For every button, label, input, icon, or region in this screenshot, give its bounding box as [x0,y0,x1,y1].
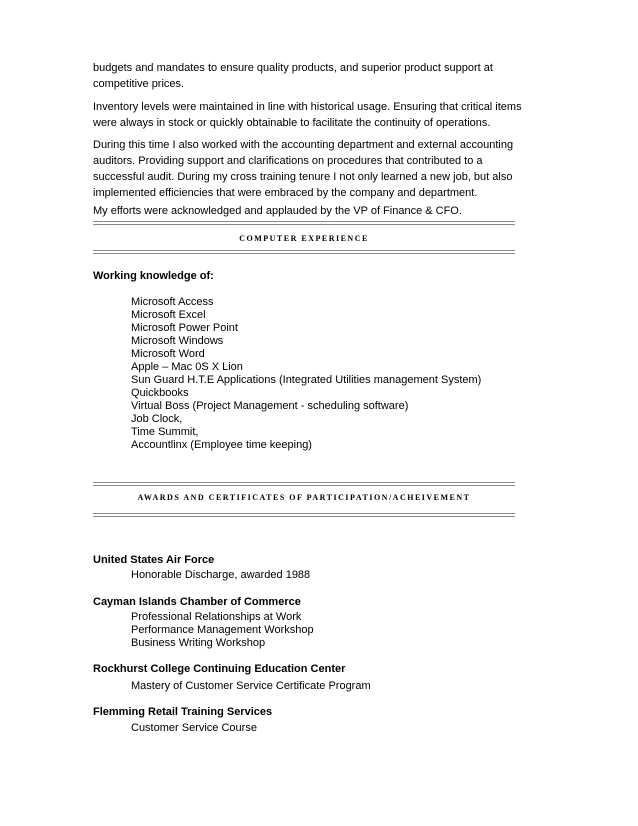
computer-experience-heading: COMPUTER EXPERIENCE [239,234,369,243]
section-divider-bottom [93,250,515,254]
list-item: Microsoft Excel [131,309,206,321]
section-divider-bottom [93,513,515,517]
list-item: Microsoft Word [131,348,205,360]
list-item: Job Clock, [131,413,183,425]
award-items [131,569,310,582]
list-item: Sun Guard H.T.E Applications (Integrated Utilities management System) [131,374,482,386]
award-org-air-force: United States Air Force [93,554,215,566]
list-item: Customer Service Course [131,722,257,734]
paragraph-accounting: During this time I also worked with the accounting department and external accounting auditors. Providing support and clarifications on procedures that contributed to a successful audit. During my cross training tenure I not only learned a new job, but also implemented efficiencies that were embraced by the company and department. [93,139,514,199]
award-org-rockhurst: Rockhurst College Continuing Education Center [93,663,346,675]
list-item: Microsoft Windows [131,335,224,347]
award-org-cayman: Cayman Islands Chamber of Commerce [93,596,301,608]
list-item: Honorable Discharge, awarded 1988 [131,569,311,581]
award-items [131,680,371,693]
list-item: Mastery of Customer Service Certificate Program [131,680,371,692]
working-knowledge-label: Working knowledge of: [93,270,214,282]
list-item: Professional Relationships at Work [131,611,302,623]
list-item: Accountlinx (Employee time keeping) [131,439,312,451]
award-items [131,611,314,650]
section-divider-top [93,482,515,486]
paragraph-inventory: Inventory levels were maintained in line with historical usage. Ensuring that critical items were always in stock or quickly obtainable to facilitate the continuity of operations. [93,101,522,129]
award-org-flemming: Flemming Retail Training Services [93,706,273,718]
list-item: Time Summit, [131,426,199,438]
paragraph-acknowledged: My efforts were acknowledged and applauded by the VP of Finance & CFO. [93,205,462,217]
list-item: Quickbooks [131,387,189,399]
list-item: Performance Management Workshop [131,624,314,636]
paragraph-budgets: budgets and mandates to ensure quality products, and superior product support at competitive prices. [93,62,493,90]
list-item: Virtual Boss (Project Management - scheduling software) [131,400,409,412]
awards-heading: AWARDS AND CERTIFICATES OF PARTICIPATION/ACHEIVEMENT [137,493,471,502]
list-item: Microsoft Power Point [131,322,238,334]
list-item: Apple – Mac 0S X Lion [131,361,243,373]
software-list [131,296,481,452]
list-item: Business Writing Workshop [131,637,266,649]
section-divider-top [93,221,515,225]
award-items [131,722,257,735]
list-item: Microsoft Access [131,296,214,308]
